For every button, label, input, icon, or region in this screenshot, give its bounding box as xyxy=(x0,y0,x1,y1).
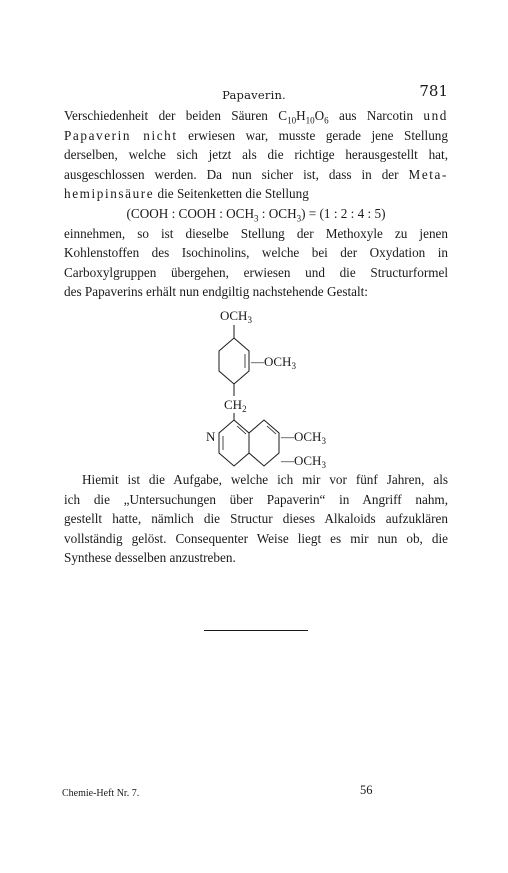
section-divider xyxy=(204,630,308,631)
text-line: des Papaverins erhält nun endgiltig nachstehende Gestalt: xyxy=(64,284,368,300)
text-line: Kohlenstoffen des Isochinolins, welche bei der Oxydation in xyxy=(64,245,448,261)
text-line: Verschiedenheit der beiden Säuren $C_{10}H_{10}O_6$ aus Narcotin und xyxy=(64,108,449,126)
text-line: hemipinsäure die Seitenketten die Stellung xyxy=(64,186,309,202)
nitrogen-label: N xyxy=(206,429,216,444)
text-line: Carboxylgruppen übergehen, erwiesen und die Structurformel xyxy=(64,264,448,280)
ring3-och3-label-1: $—OCH_3$ xyxy=(281,429,326,446)
stellung-equation: (COOH : COOH : $OCH_3$ : $OCH_3) = (1$ : 2 : 4 : 5) xyxy=(126,205,386,224)
ring3-och3-label-2: $—OCH_3$ xyxy=(281,453,326,470)
text-line: einnehmen, so ist dieselbe Stellung der Methoxyle zu jenen xyxy=(64,225,448,241)
ch2-label: $CH_2$ xyxy=(224,397,247,414)
benzene-ring xyxy=(219,338,249,384)
double-bond xyxy=(267,426,276,434)
benzo-ring xyxy=(249,420,279,466)
footer-signature: Chemie-Heft Nr. 7. xyxy=(62,788,140,799)
text-line: vollständig gelöst. Consequenter Weise liegt es mir nun ob, die xyxy=(64,530,448,546)
page-number: 781 xyxy=(419,82,448,100)
text-line: Synthese desselben anzustreben. xyxy=(64,550,236,566)
text-line: derselben, welche sich jetzt als die richtige herausgestellt hat, xyxy=(64,147,448,163)
pyridine-ring xyxy=(219,420,249,466)
ring1-och3-label: $—OCH_3$ xyxy=(251,354,296,371)
double-bond xyxy=(237,426,246,434)
top-och3-label: $OCH_3$ xyxy=(220,308,252,325)
running-title: Papaverin. xyxy=(222,88,286,102)
paragraph-1 xyxy=(64,106,448,302)
footer-sheet-number: 56 xyxy=(360,783,373,797)
text-line: gestellt hatte, nämlich die Structur dieses Alkaloids aufzuklären xyxy=(64,511,448,527)
text-line: ich die „Untersuchungen über Papaverin“ in Angriff nahm, xyxy=(64,491,448,507)
paragraph-2 xyxy=(64,470,448,568)
text-line: Papaverin nicht erwiesen war, musste gerade jene Stellung xyxy=(64,127,448,143)
text-line: Hiemit ist die Aufgabe, welche ich mir vor fünf Jahren, als xyxy=(82,472,448,487)
text-line: ausgeschlossen werden. Da nun sicher ist, dass in der Meta- xyxy=(64,166,448,182)
papaverin-structural-formula xyxy=(180,296,360,471)
